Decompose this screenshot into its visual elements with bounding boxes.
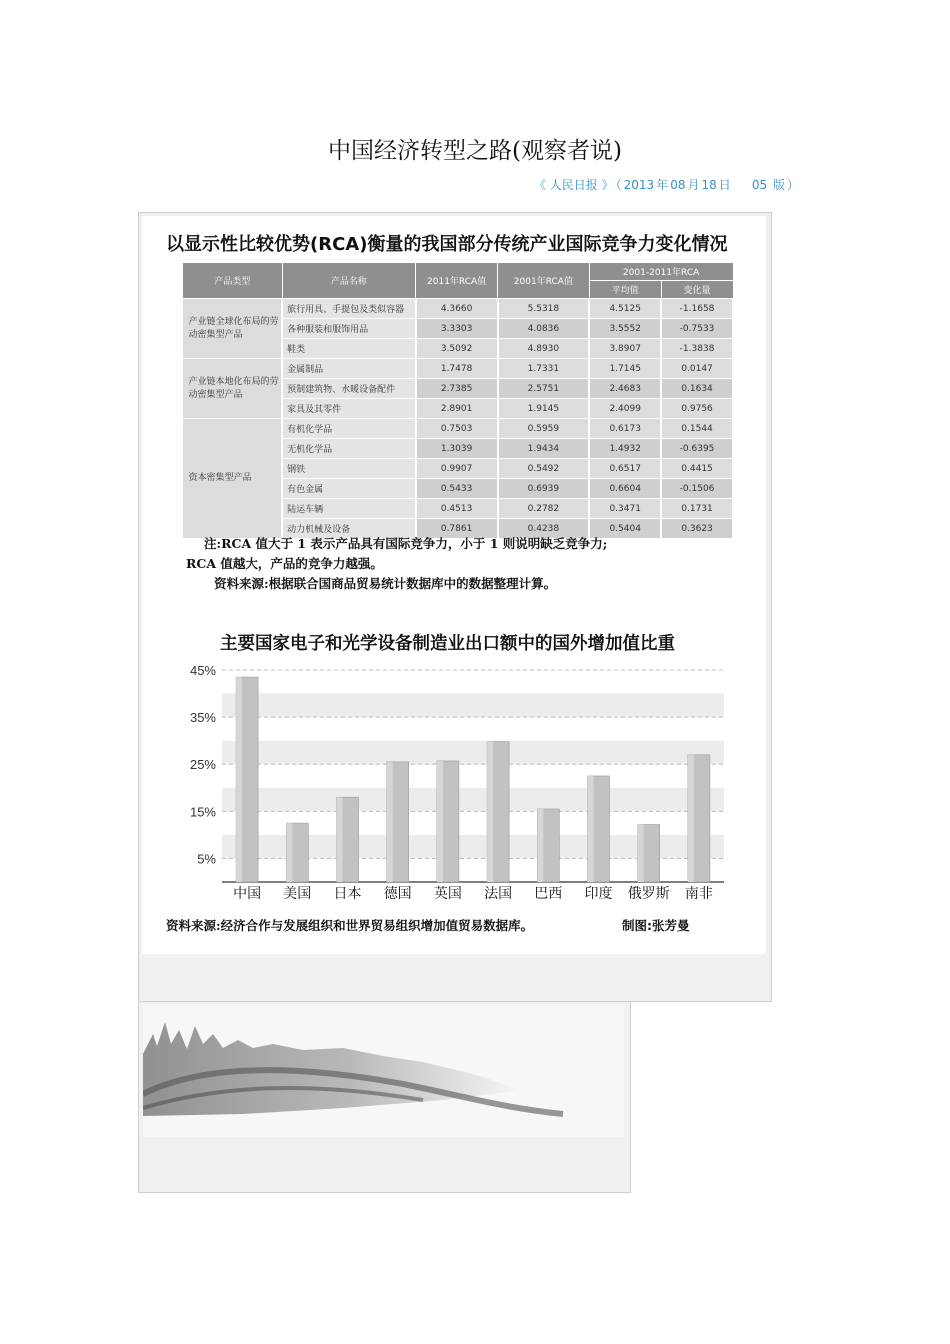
change-cell: -1.1658 [661,299,733,319]
avg-cell: 1.7145 [589,359,661,379]
product-cell: 有机化学品 [282,419,416,439]
rca-table [182,262,734,539]
article-title: 中国经济转型之路(观察者说) [328,138,622,164]
rca2011-cell: 0.7861 [416,519,498,539]
rca-table-body [183,299,734,539]
table-note-line2: RCA 值越大，产品的竞争力越强。 [186,556,383,571]
rca2011-cell: 4.3660 [416,299,498,319]
bar-highlight [337,797,343,882]
bar-highlight [588,776,594,882]
product-cell: 无机化学品 [282,439,416,459]
change-cell: 0.1634 [661,379,733,399]
header-rca2011: 2011年RCA值 [416,263,498,299]
rca2001-cell: 0.5492 [498,459,590,479]
rca2001-cell: 2.5751 [498,379,590,399]
rca2011-cell: 2.8901 [416,399,498,419]
x-tick-label: 俄罗斯 [627,886,670,902]
header-change: 变化量 [661,281,733,299]
rca2001-cell: 1.9145 [498,399,590,419]
table-source: 资料来源:根据联合国商品贸易统计数据库中的数据整理计算。 [214,576,557,591]
category-cell: 产业链全球化布局的劳动密集型产品 [183,299,283,359]
rca2001-cell: 1.9434 [498,439,590,459]
city-skyline-image [143,1004,624,1137]
rca2011-cell: 3.5092 [416,339,498,359]
paren-open: （ [615,178,622,192]
avg-cell: 0.6604 [589,479,661,499]
chart-source: 资料来源:经济合作与发展组织和世界贸易组织增加值贸易数据库。 [166,918,534,933]
rca2011-cell: 1.7478 [416,359,498,379]
table-note-line1: 注:RCA 值大于 1 表示产品具有国际竞争力，小于 1 则说明缺乏竞争力; [204,536,608,551]
table-title: 以显示性比较优势(RCA)衡量的我国部分传统产业国际竞争力变化情况 [166,234,728,255]
rca2001-cell: 0.4238 [498,519,590,539]
header-range: 2001-2011年RCA [589,263,733,281]
newspaper-graphic [142,216,766,954]
avg-cell: 0.6517 [589,459,661,479]
table-row [183,299,734,319]
rca2011-cell: 1.3039 [416,439,498,459]
avg-cell: 3.8907 [589,339,661,359]
category-cell: 产业链本地化布局的劳动密集型产品 [183,359,283,419]
bar-highlight [286,823,292,882]
change-cell: 0.1731 [661,499,733,519]
edition: 05 [751,178,768,192]
x-tick-label: 英国 [433,886,462,902]
month: 08 [670,178,686,192]
product-cell: 家具及其零件 [282,399,416,419]
change-cell: 0.9756 [661,399,733,419]
day: 18 [701,178,717,192]
grid-band [222,741,724,765]
chart-title: 主要国家电子和光学设备制造业出口额中的国外增加值比重 [220,634,675,654]
chart-credit: 制图:张芳曼 [622,918,690,933]
y-tick-label: 5% [197,851,216,867]
x-tick-label: 印度 [584,886,613,902]
product-cell: 鞋类 [282,339,416,359]
x-tick-label: 日本 [333,886,362,902]
product-cell: 钢铁 [282,459,416,479]
change-cell: 0.1544 [661,419,733,439]
rca2001-cell: 1.7331 [498,359,590,379]
edition-unit: 版 [772,178,785,192]
year: 2013 [623,178,655,192]
x-tick-label: 巴西 [534,886,563,902]
bar-chart [142,660,766,910]
change-cell: -0.7533 [661,319,733,339]
product-cell: 预制建筑物、水暖设备配件 [282,379,416,399]
avg-cell: 2.4099 [589,399,661,419]
avg-cell: 2.4683 [589,379,661,399]
change-cell: -0.6395 [661,439,733,459]
grid-band [222,788,724,812]
bar-highlight [638,825,644,882]
avg-cell: 0.3471 [589,499,661,519]
y-tick-label: 45% [189,663,216,678]
city-highway-photo [143,1004,624,1137]
rca2011-cell: 0.9907 [416,459,498,479]
bar-highlight [236,677,242,882]
y-tick-label: 25% [189,757,216,773]
bar-highlight [487,742,493,882]
article-source [533,176,800,193]
change-cell: 0.4415 [661,459,733,479]
x-tick-label: 美国 [283,886,312,902]
product-cell: 有色金属 [282,479,416,499]
paren-close: ） [786,178,799,192]
avg-cell: 3.5552 [589,319,661,339]
bar-highlight [537,809,543,882]
product-cell: 陆运车辆 [282,499,416,519]
change-cell: 0.0147 [661,359,733,379]
rca2001-cell: 0.5959 [498,419,590,439]
avg-cell: 1.4932 [589,439,661,459]
x-tick-label: 德国 [383,886,412,902]
product-cell: 旅行用具、手提包及类似容器 [282,299,416,319]
avg-cell: 0.6173 [589,419,661,439]
bar-highlight [437,761,443,882]
bar-highlight [387,762,393,882]
rca2011-cell: 0.5433 [416,479,498,499]
rca2001-cell: 0.6939 [498,479,590,499]
table-row [183,359,734,379]
rca2011-cell: 0.4513 [416,499,498,519]
x-tick-label: 法国 [484,886,513,902]
x-tick-label: 南非 [684,886,713,902]
rca2001-cell: 5.5318 [498,299,590,319]
rca2001-cell: 4.8930 [498,339,590,359]
table-row [183,419,734,439]
change-cell: -1.3838 [661,339,733,359]
rca2011-cell: 2.7385 [416,379,498,399]
category-cell: 资本密集型产品 [183,419,283,539]
source-name[interactable]: 《 人民日报 》 [533,178,614,192]
header-rca2001: 2001年RCA值 [498,263,590,299]
header-category: 产品类型 [183,263,283,299]
header-avg: 平均值 [589,281,661,299]
product-cell: 金属制品 [282,359,416,379]
y-tick-label: 15% [189,804,216,820]
rca2001-cell: 4.0836 [498,319,590,339]
x-tick-label: 中国 [233,886,262,902]
month-unit: 月 [687,178,700,192]
product-cell: 各种服装和服饰用品 [282,319,416,339]
avg-cell: 0.5404 [589,519,661,539]
day-unit: 日 [718,178,731,192]
avg-cell: 4.5125 [589,299,661,319]
change-cell: -0.1506 [661,479,733,499]
y-tick-label: 35% [189,710,216,726]
year-unit: 年 [656,178,669,192]
product-cell: 动力机械及设备 [282,519,416,539]
rca2001-cell: 0.2782 [498,499,590,519]
rca2011-cell: 0.7503 [416,419,498,439]
bar-highlight [688,755,694,882]
header-product: 产品名称 [282,263,416,299]
grid-band [222,694,724,718]
rca2011-cell: 3.3303 [416,319,498,339]
change-cell: 0.3623 [661,519,733,539]
